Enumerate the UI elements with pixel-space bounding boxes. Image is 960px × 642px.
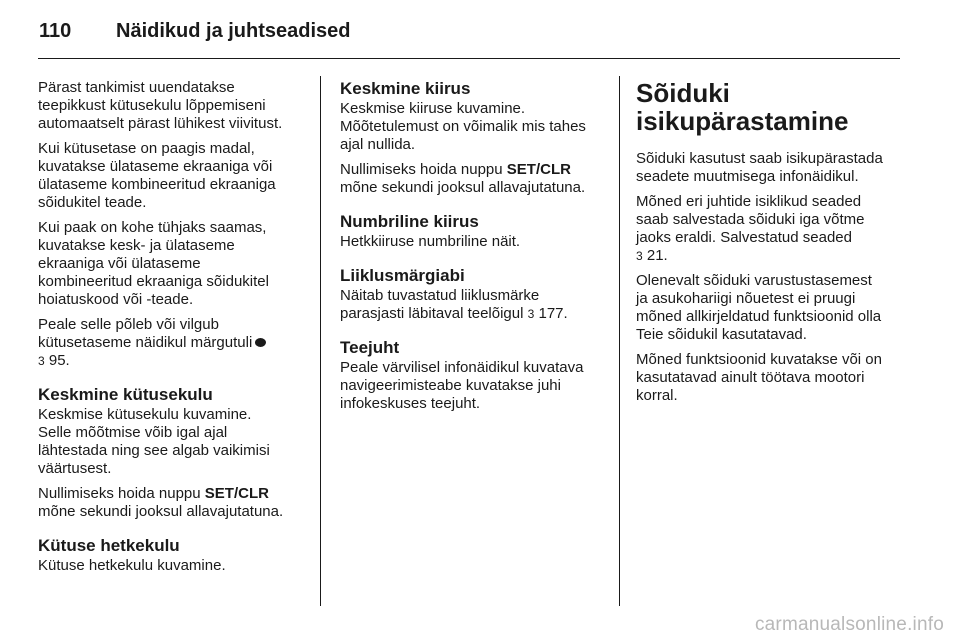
button-name: SET/CLR	[204, 485, 269, 502]
page-reference: 177.	[538, 305, 568, 322]
paragraph-instant-consumption: Kütuse hetkekulu kuvamine.	[38, 557, 226, 574]
column-2	[340, 79, 610, 420]
page-reference: 21.	[646, 247, 668, 264]
page-header	[38, 16, 900, 59]
paragraph-equipment-level: Olenevalt sõiduki varustustasemest ja asukohariigi nõuetest ei pruugi mõned allkirjeldatud funktsioonid olla Teie sõidukil kasutatavad.	[636, 272, 882, 343]
heading-vehicle-personalisation: Sõiduki isikupärastamine	[636, 78, 849, 136]
page-title: Näidikud ja juhtseadised	[116, 20, 351, 42]
heading-traffic-signs: Liiklusmärgiabi	[340, 266, 465, 285]
paragraph-guidance: Peale värvilisel infonäidikul kuvatava navigeerimisteabe kuvatakse juhi infokeskuses teejuht.	[340, 359, 584, 412]
watermark: carmanualsonline.info	[754, 614, 944, 635]
fuel-warning-light-icon	[255, 338, 266, 347]
paragraph-low-fuel: Kui kütusetase on paagis madal, kuvatakse ülataseme ekraaniga või ülataseme kombineeritud ekraaniga sõidukitel teade.	[38, 140, 276, 211]
heading-average-consumption: Keskmine kütusekulu	[38, 385, 213, 404]
paragraph-traffic-signs: Näitab tuvastatud liiklusmärke parasjasti läbitaval teelõigul 3 177.	[340, 287, 568, 322]
heading-average-speed: Keskmine kiirus	[340, 79, 471, 98]
page-reference-icon: 3	[636, 249, 643, 263]
paragraph-personalisation-intro: Sõiduki kasutust saab isikupärastada seadete muutmisega infonäidikul.	[636, 150, 883, 185]
column-3	[636, 79, 911, 412]
page-number: 110	[39, 20, 72, 42]
paragraph-average-speed: Keskmise kiiruse kuvamine. Mõõtetulemust on võimalik mis tahes ajal nullida.	[340, 100, 586, 153]
paragraph-warning-light: Peale selle põleb või vilgub kütusetaseme näidikul märgutuli 3 95.	[38, 316, 318, 370]
paragraph-engine-running: Mõned funktsioonid kuvatakse või on kasutatavad ainult töötava mootori korral.	[636, 351, 882, 404]
paragraph-personal-settings: Mõned eri juhtide isiklikud seaded saab salvestada sõiduki iga võtme jaoks eraldi. Salvestatud seaded 3 21.	[636, 193, 865, 264]
heading-instant-consumption: Kütuse hetkekulu	[38, 536, 180, 555]
paragraph-refuel: Pärast tankimist uuendatakse teepikkust kütusekulu lõppemiseni automaatselt pärast lühikest viivitust.	[38, 79, 283, 132]
paragraph-average-consumption: Keskmise kütusekulu kuvamine. Selle mõõtmise võib igal ajal lähtestada ning see algab vaikimisi väärtusest.	[38, 406, 270, 477]
paragraph-reset-consumption: Nullimiseks hoida nuppu SET/CLR mõne sekundi jooksul allavajutatuna.	[38, 485, 284, 520]
page-reference: 95.	[48, 352, 70, 369]
paragraph-empty-tank: Kui paak on kohe tühjaks saamas, kuvatakse kesk- ja ülataseme ekraaniga või ülataseme kombineeritud ekraaniga sõidukitel hoiatuskood või -teade.	[38, 219, 269, 308]
paragraph-digital-speed: Hetkkiiruse numbriline näit.	[340, 233, 521, 250]
column-divider-2	[619, 76, 620, 606]
heading-guidance: Teejuht	[340, 338, 400, 357]
button-name: SET/CLR	[506, 161, 571, 178]
heading-digital-speed: Numbriline kiirus	[340, 212, 479, 231]
page-reference-icon: 3	[527, 307, 535, 321]
paragraph-reset-speed: Nullimiseks hoida nuppu SET/CLR mõne sekundi jooksul allavajutatuna.	[340, 161, 586, 196]
column-1	[38, 79, 318, 582]
column-divider-1	[320, 76, 321, 606]
page-reference-icon: 3	[38, 354, 45, 368]
